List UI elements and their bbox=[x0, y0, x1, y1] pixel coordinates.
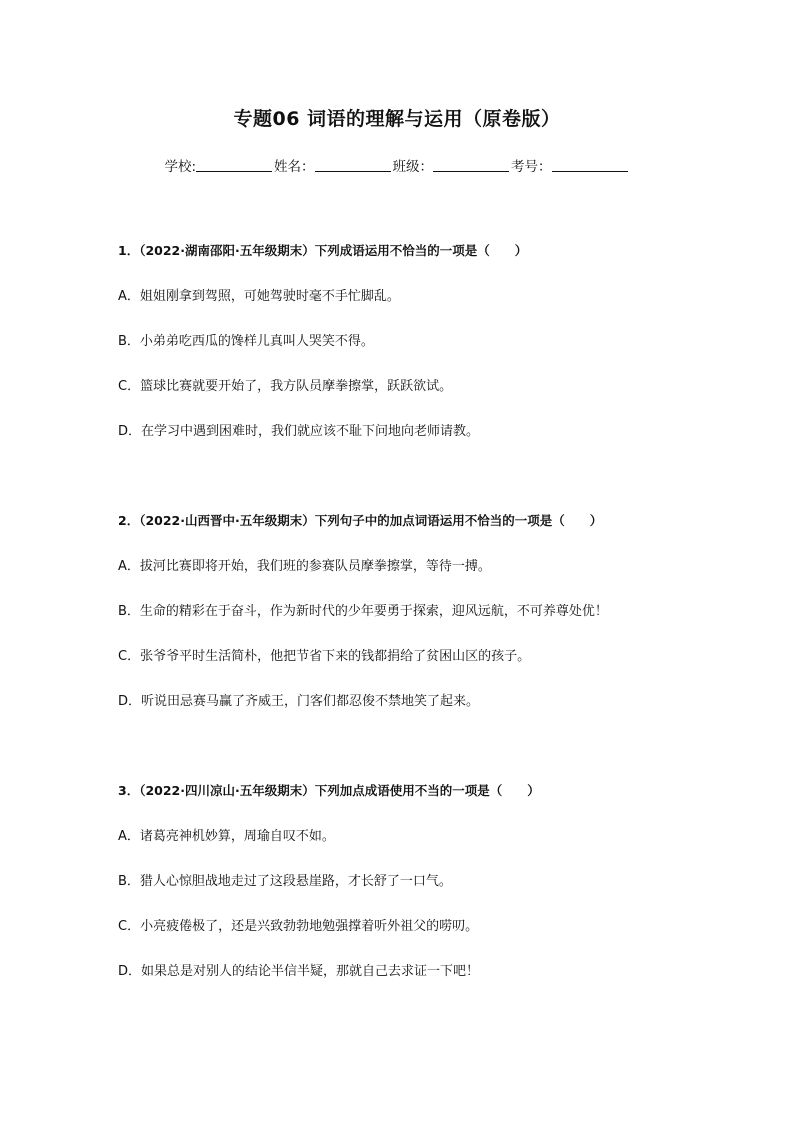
option-c: C．张爷爷平时生活简朴，他把节省下来的钱都捐给了贫困山区的孩子。 bbox=[118, 649, 531, 664]
option-d: D．听说田忌赛马赢了齐威王，门客们都忍俊不禁地笑了起来。 bbox=[118, 694, 480, 709]
name-blank[interactable] bbox=[315, 170, 391, 172]
option-c: C．小亮疲倦极了，还是兴致勃勃地勉强撑着听外祖父的唠叨。 bbox=[118, 919, 479, 934]
school-label: 学校: bbox=[164, 159, 197, 175]
option-a: A．诸葛亮神机妙算，周瑜自叹不如。 bbox=[118, 829, 335, 844]
option-d: D．如果总是对别人的结论半信半疑，那就自己去求证一下吧！ bbox=[118, 964, 480, 979]
option-a: A．拔河比赛即将开始，我们班的参赛队员摩拳擦掌，等待一搏。 bbox=[118, 559, 491, 574]
class-label: 班级： bbox=[392, 159, 434, 175]
document-title: 专题06 词语的理解与运用（原卷版） bbox=[233, 108, 561, 130]
question-2 bbox=[118, 511, 678, 712]
question-stem: 3．（2022·四川凉山·五年级期末）下列加点成语使用不当的一项是（ ） bbox=[118, 783, 540, 798]
class-blank[interactable] bbox=[433, 170, 509, 172]
question-1 bbox=[118, 241, 678, 442]
question-stem: 2．（2022·山西晋中·五年级期末）下列句子中的加点词语运用不恰当的一项是（ ） bbox=[118, 513, 603, 528]
question-3 bbox=[118, 781, 678, 982]
option-b: B．猎人心惊胆战地走过了这段悬崖路，才长舒了一口气。 bbox=[118, 874, 452, 889]
name-label: 姓名： bbox=[274, 159, 315, 175]
option-d: D．在学习中遇到困难时，我们就应该不耻下问地向老师请教。 bbox=[118, 424, 480, 439]
option-b: B．生命的精彩在于奋斗，作为新时代的少年要勇于探索，迎风远航，不可养尊处优！ bbox=[118, 604, 608, 619]
option-c: C．篮球比赛就要开始了，我方队员摩拳擦掌，跃跃欲试。 bbox=[118, 379, 453, 394]
exam-number-label: 考号： bbox=[511, 159, 552, 175]
question-stem: 1．（2022·湖南邵阳·五年级期末）下列成语运用不恰当的一项是（ ） bbox=[118, 243, 528, 258]
school-blank[interactable] bbox=[196, 170, 272, 172]
option-b: B．小弟弟吃西瓜的馋样儿真叫人哭笑不得。 bbox=[118, 334, 374, 349]
student-info-line bbox=[0, 155, 794, 175]
exam-number-blank[interactable] bbox=[552, 170, 628, 172]
option-a: A．姐姐刚拿到驾照，可她驾驶时毫不手忙脚乱。 bbox=[118, 289, 400, 304]
